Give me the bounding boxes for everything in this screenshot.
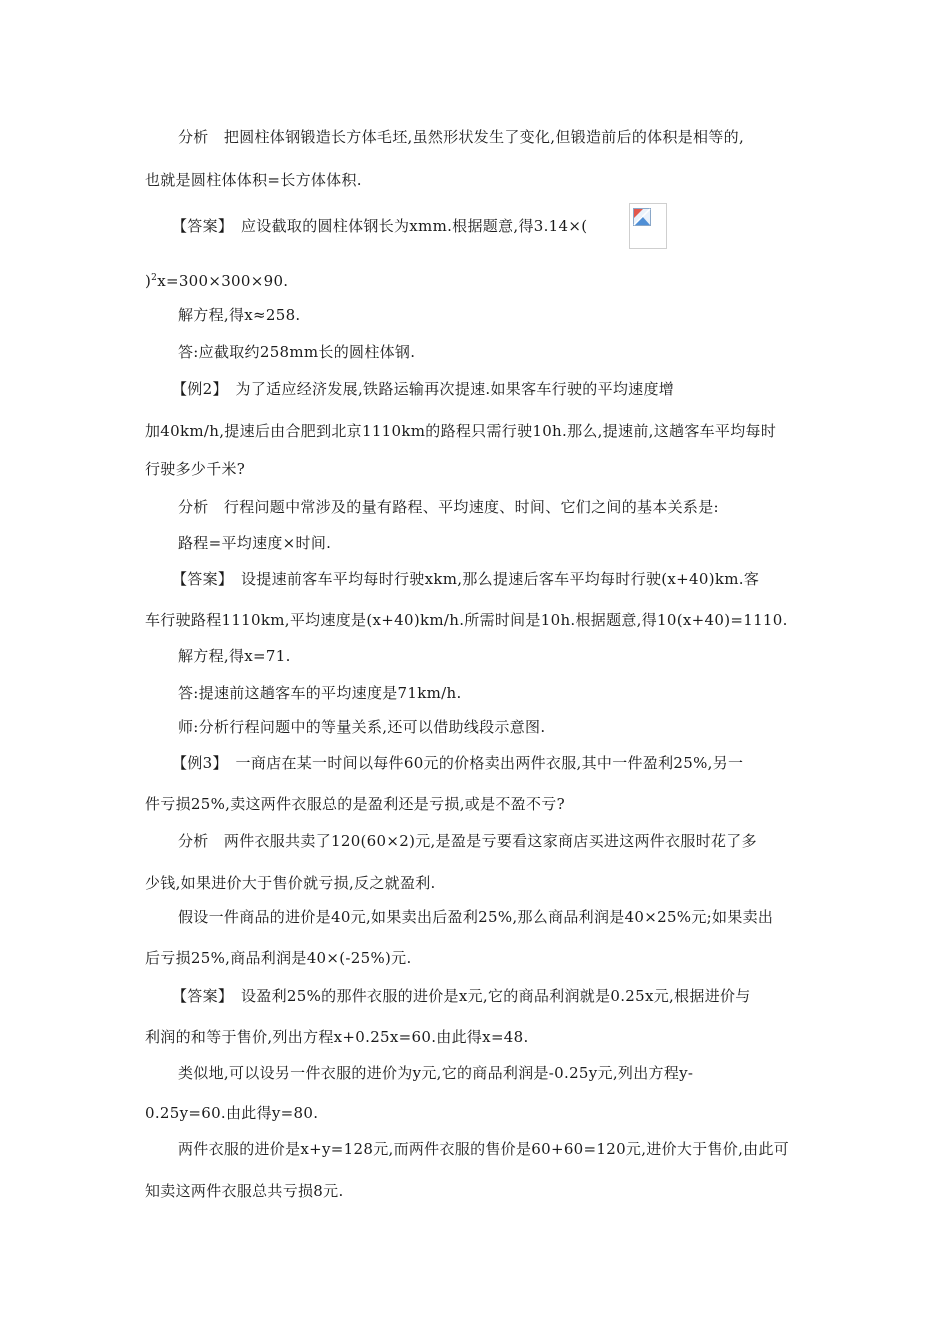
text-line: 分析 两件衣服共卖了120(60×2)元,是盈是亏要看这家商店买进这两件衣服时花了多 bbox=[178, 832, 757, 850]
text-line: 【例2】 为了适应经济发展,铁路运输再次提速.如果客车行驶的平均速度增 bbox=[172, 380, 675, 398]
text-line: 类似地,可以设另一件衣服的进价为y元,它的商品利润是-0.25y元,列出方程y- bbox=[178, 1064, 694, 1082]
text-line: )$^2$x=300×300×90. bbox=[145, 272, 289, 290]
text-line: 分析 把圆柱体钢锻造长方体毛坯,虽然形状发生了变化,但锻造前后的体积是相等的, bbox=[178, 128, 745, 146]
text-line: 也就是圆柱体体积=长方体体积. bbox=[145, 171, 362, 189]
text-line: 少钱,如果进价大于售价就亏损,反之就盈利. bbox=[145, 874, 436, 892]
text-line: 答:应截取约258mm长的圆柱体钢. bbox=[178, 343, 416, 361]
text-line: 行驶多少千米? bbox=[145, 460, 246, 478]
text-line: 【答案】 设提速前客车平均每时行驶xkm,那么提速后客车平均每时行驶(x+40)km.客 bbox=[172, 570, 760, 588]
text-line: 【例3】 一商店在某一时间以每件60元的价格卖出两件衣服,其中一件盈利25%,另一 bbox=[172, 754, 744, 772]
broken-image bbox=[629, 203, 667, 249]
text-line: 利润的和等于售价,列出方程x+0.25x=60.由此得x=48. bbox=[145, 1028, 529, 1046]
text-line: 0.25y=60.由此得y=80. bbox=[145, 1104, 319, 1122]
text-line: 后亏损25%,商品利润是40×(-25%)元. bbox=[145, 949, 412, 967]
text-line: 解方程,得x≈258. bbox=[178, 306, 301, 324]
text-line: 知卖这两件衣服总共亏损8元. bbox=[145, 1182, 344, 1200]
text-line: 【答案】 设盈利25%的那件衣服的进价是x元,它的商品利润就是0.25x元,根据进价与 bbox=[172, 987, 751, 1005]
text-line: 【答案】 应设截取的圆柱体钢长为xmm.根据题意,得3.14×( bbox=[172, 217, 588, 235]
text-line: 解方程,得x=71. bbox=[178, 647, 291, 665]
text-line: 答:提速前这趟客车的平均速度是71km/h. bbox=[178, 684, 462, 702]
text-line: 件亏损25%,卖这两件衣服总的是盈利还是亏损,或是不盈不亏? bbox=[145, 795, 565, 813]
text-line: 假设一件商品的进价是40元,如果卖出后盈利25%,那么商品利润是40×25%元;如果卖出 bbox=[178, 908, 774, 926]
text-line: 路程=平均速度×时间. bbox=[178, 534, 332, 552]
broken-image-icon bbox=[633, 208, 651, 226]
text-line: 加40km/h,提速后由合肥到北京1110km的路程只需行驶10h.那么,提速前,这趟客车平均每时 bbox=[145, 422, 777, 440]
text-line: 两件衣服的进价是x+y=128元,而两件衣服的售价是60+60=120元,进价大于售价,由此可 bbox=[178, 1140, 790, 1158]
text-line: 师:分析行程问题中的等量关系,还可以借助线段示意图. bbox=[178, 718, 546, 736]
text-line: 车行驶路程1110km,平均速度是(x+40)km/h.所需时间是10h.根据题意,得10(x+40)=1110. bbox=[145, 611, 788, 629]
text-line: 分析 行程问题中常涉及的量有路程、平均速度、时间、它们之间的基本关系是: bbox=[178, 498, 719, 516]
